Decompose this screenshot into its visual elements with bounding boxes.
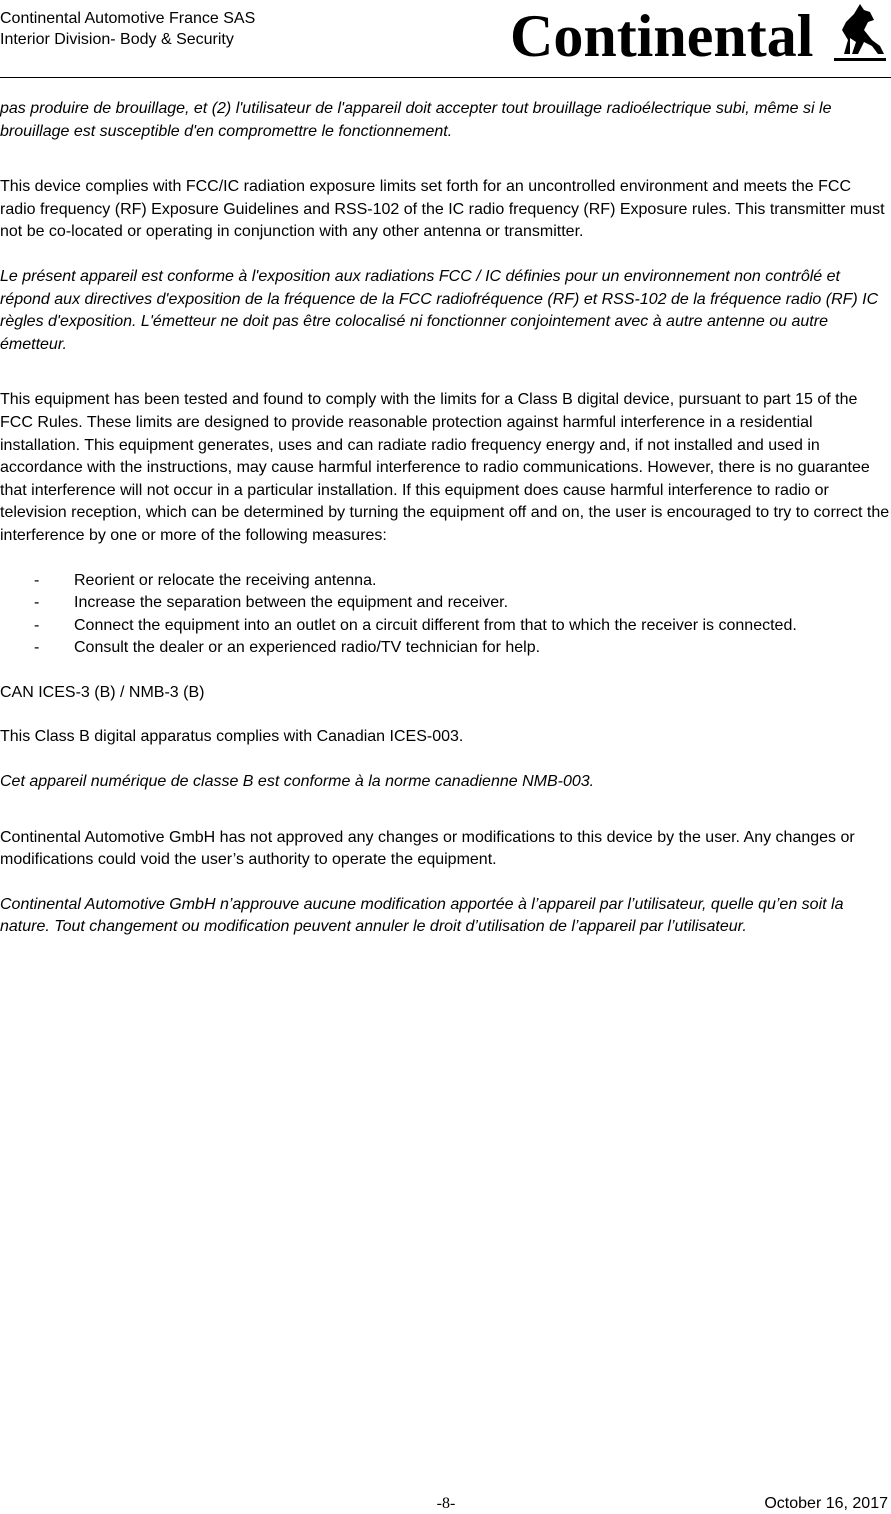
list-item-text: Increase the separation between the equipment and receiver. bbox=[74, 594, 509, 612]
list-item-text: Reorient or relocate the receiving antenna. bbox=[74, 571, 377, 589]
spacer bbox=[0, 143, 891, 176]
spacer bbox=[0, 660, 891, 682]
paragraph-class-b-en: This equipment has been tested and found to comply with the limits for a Class B digital device, pursuant to part 15 of the FCC Rules. These limits are designed to provide reasonable protection against harmful interference in a residential installation. This equipment generates, uses and can radiate radio frequency energy and, if not installed and used in accordance with the instructions, may cause harmful interference to radio communications. However, there is no guarantee that interference will not occur in a particular installation. If this equipment does cause harmful interference to radio or television reception, which can be determined by turning the equipment off and on, the user is encouraged to try to correct the interference by one or more of the following measures: bbox=[0, 391, 890, 544]
company-info bbox=[0, 8, 255, 50]
header-divider bbox=[0, 77, 891, 78]
paragraph-interference-fr: pas produire de brouillage, et (2) l'utilisateur de l'appareil doit accepter tout brouillage radioélectrique subi, même si le brouillage est susceptible d'en compromettre le fonctionnement. bbox=[0, 100, 832, 140]
spacer bbox=[0, 749, 891, 771]
horse-icon bbox=[834, 4, 886, 61]
spacer bbox=[0, 704, 891, 726]
list-item-text: Connect the equipment into an outlet on a circuit different from that to which the receiver is connected. bbox=[74, 616, 797, 634]
continental-logo bbox=[508, 0, 890, 72]
paragraph-modifications-en: Continental Automotive GmbH has not approved any changes or modifications to this device by the user. Any changes or modifications could void the user’s authority to operate the equipment. bbox=[0, 828, 855, 869]
paragraph-ices-en: This Class B digital apparatus complies with Canadian ICES-003. bbox=[0, 728, 464, 746]
list-item-text: Consult the dealer or an experienced radio/TV technician for help. bbox=[74, 639, 541, 657]
logo-wordmark: Continental bbox=[510, 3, 814, 69]
company-name: Continental Automotive France SAS bbox=[0, 10, 256, 27]
paragraph-rf-exposure-en: This device complies with FCC/IC radiation exposure limits set forth for an uncontrolled environment and meets the FCC radio frequency (RF) Exposure Guidelines and RSS-102 of the IC radio frequency (RF) Exposure rules. This transmitter must not be co-located or operating in conjunction with any other antenna or transmitter. bbox=[0, 178, 885, 241]
list-dash: - bbox=[34, 616, 40, 634]
list-dash: - bbox=[34, 571, 40, 589]
document-date: October 16, 2017 bbox=[764, 1495, 888, 1512]
page-number: -8- bbox=[436, 1495, 456, 1512]
measures-list bbox=[0, 570, 891, 660]
list-item bbox=[0, 570, 891, 593]
list-item bbox=[0, 637, 891, 660]
paragraph-modifications-fr: Continental Automotive GmbH n’approuve aucune modification apportée à l’appareil par l’utilisateur, quelle qu’en soit la nature. Tout changement ou modification peuvent annuler le droit d’utilisation de l’appareil par l’utilisateur. bbox=[0, 895, 844, 936]
list-item bbox=[0, 592, 891, 615]
paragraph-rf-exposure-fr: Le présent appareil est conforme à l'exposition aux radiations FCC / IC définies pour un environnement non contrôlé et répond aux directives d'exposition de la fréquence de la FCC radiofréquence (RF) et RSS-102 de la fréquence radio (RF) IC règles d'exposition. L'émetteur ne doit pas être colocalisé ni fonctionner conjointement avec à autre antenne ou autre émetteur. bbox=[0, 267, 879, 353]
spacer bbox=[0, 244, 891, 266]
list-item bbox=[0, 615, 891, 638]
spacer bbox=[0, 794, 891, 827]
list-dash: - bbox=[34, 639, 40, 657]
spacer bbox=[0, 548, 891, 570]
spacer bbox=[0, 356, 891, 389]
division-name: Interior Division- Body & Security bbox=[0, 31, 234, 48]
list-dash: - bbox=[34, 594, 40, 612]
document-body bbox=[0, 98, 891, 939]
paragraph-ices-fr: Cet appareil numérique de classe B est conforme à la norme canadienne NMB-003. bbox=[0, 773, 595, 791]
page-header bbox=[0, 0, 891, 78]
spacer bbox=[0, 872, 891, 894]
paragraph-ices-label: CAN ICES-3 (B) / NMB-3 (B) bbox=[0, 683, 205, 701]
